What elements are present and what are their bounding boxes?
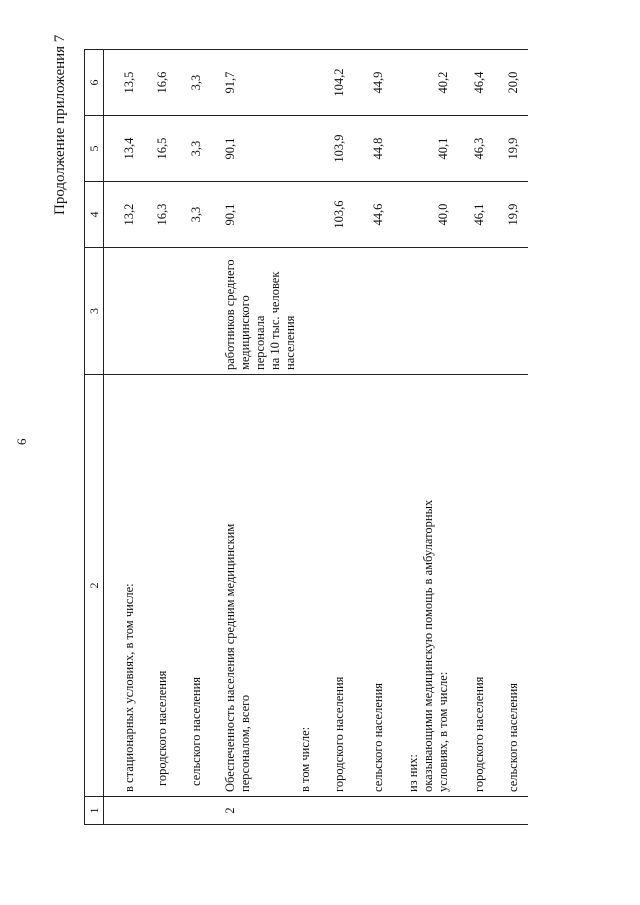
table-row [388,50,454,825]
value-col-5: 44,8 [354,116,388,182]
value-col-5: 16,5 [138,116,172,182]
row-label: сельского населения [488,375,528,797]
table-row [172,50,206,825]
header-row [85,50,104,825]
value-col-5: 19,9 [488,116,528,182]
value-col-6: 104,2 [320,50,354,116]
value-col-6 [298,50,320,116]
row-label: городского населения [138,375,172,797]
row-unit [454,248,488,375]
row-unit [298,248,320,375]
row-number [388,797,454,825]
header-col-5: 5 [85,116,104,182]
row-number: 2 [206,797,298,825]
value-col-6: 91,7 [206,50,298,116]
row-number [104,797,138,825]
value-col-5 [298,116,320,182]
value-col-4: 19,9 [488,182,528,248]
row-label-line: оказывающими медицинскую помощь в амбулаторных [420,499,435,792]
value-col-6: 46,4 [454,50,488,116]
row-unit [104,248,138,375]
value-col-4: 46,1 [454,182,488,248]
header-col-6: 6 [85,50,104,116]
value-col-4: 90,1 [206,182,298,248]
table-row [320,50,354,825]
value-col-6: 13,5 [104,50,138,116]
table-row [206,50,298,825]
row-number [320,797,354,825]
table-row [488,50,528,825]
row-number [138,797,172,825]
row-label-line: из них: [405,754,420,792]
value-col-5: 90,1 [206,116,298,182]
row-label-line: условиях, в том числе: [435,671,450,792]
value-col-5: 46,3 [454,116,488,182]
row-unit-line: населения [282,315,297,370]
header-col-4: 4 [85,182,104,248]
row-number [298,797,320,825]
table-row [104,50,138,825]
value-col-6: 16,6 [138,50,172,116]
row-number [354,797,388,825]
row-label [206,375,298,797]
continuation-note: Продолжение приложения 7 [52,34,68,215]
table-row [354,50,388,825]
value-col-6: 3,3 [172,50,206,116]
row-unit [320,248,354,375]
value-col-4: 40,0 [388,182,454,248]
header-col-2: 2 [85,375,104,797]
row-label: в стационарных условиях, в том числе: [104,375,138,797]
value-col-6: 20,0 [488,50,528,116]
value-col-6: 40,2 [388,50,454,116]
value-col-4: 16,3 [138,182,172,248]
value-col-5: 103,9 [320,116,354,182]
value-col-5: 40,1 [388,116,454,182]
row-unit [172,248,206,375]
row-unit-line: медицинского [237,295,252,370]
row-unit [388,248,454,375]
value-col-4: 103,6 [320,182,354,248]
row-number [488,797,528,825]
row-label: городского населения [454,375,488,797]
value-col-4: 44,6 [354,182,388,248]
value-col-4: 13,2 [104,182,138,248]
page-number: 6 [14,438,29,445]
row-label: сельского населения [172,375,206,797]
row-unit [354,248,388,375]
row-unit [488,248,528,375]
row-label: городского населения [320,375,354,797]
row-unit-line: работников среднего [222,259,237,370]
value-col-6: 44,9 [354,50,388,116]
row-number [172,797,206,825]
row-unit [138,248,172,375]
row-label [388,375,454,797]
value-col-5: 13,4 [104,116,138,182]
row-label: в том числе: [298,375,320,797]
row-unit [206,248,298,375]
table-row [298,50,320,825]
header-col-1: 1 [85,797,104,825]
row-label-line: персоналом, всего [237,694,252,792]
table-row [138,50,172,825]
table-row [454,50,488,825]
value-col-5: 3,3 [172,116,206,182]
value-col-4: 3,3 [172,182,206,248]
row-unit-line: на 10 тыс. человек [267,271,282,370]
header-col-3: 3 [85,248,104,375]
data-table [84,49,528,825]
row-unit-line: персонала [252,315,267,370]
row-label: сельского населения [354,375,388,797]
row-label-line: Обеспеченность населения средним медицинским [222,523,237,792]
value-col-4 [298,182,320,248]
row-number [454,797,488,825]
